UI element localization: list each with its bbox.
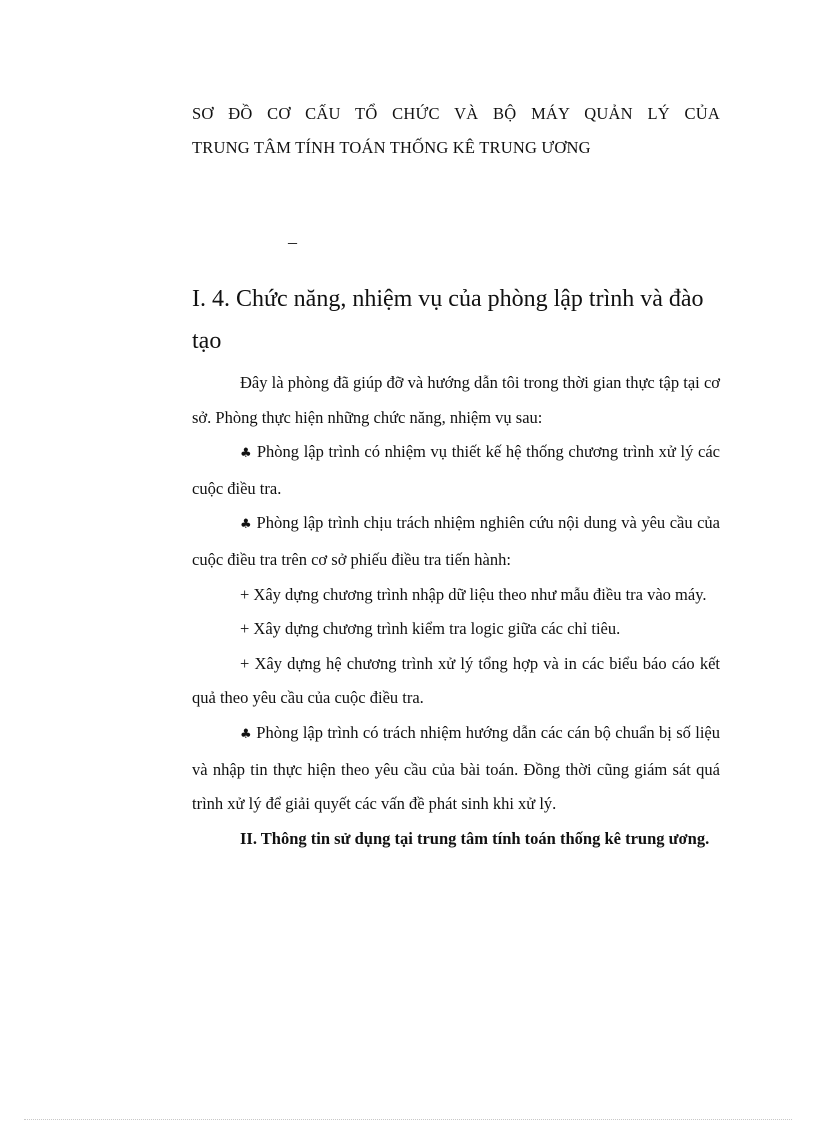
body-text — [192, 366, 720, 856]
section-title: I. 4. Chức năng, nhiệm vụ của phòng lập trình và đào tạo — [192, 286, 704, 354]
heading-line-2: TRUNG TÂM TÍNH TOÁN THỐNG KÊ TRUNG ƯƠNG — [192, 138, 591, 157]
section-heading-ii: II. Thông tin sử dụng tại trung tâm tính toán thống kê trung ương. — [240, 828, 710, 848]
paragraph-task-input: + Xây dựng chương trình nhập dữ liệu theo như mẫu điều tra vào máy. — [240, 584, 707, 604]
page-bottom-divider — [24, 1119, 792, 1120]
paragraph-task-logic: + Xây dựng chương trình kiểm tra logic giữa các chỉ tiêu. — [240, 619, 621, 639]
club-bullet-icon: ♣ — [240, 446, 253, 462]
paragraph-intro: Đây là phòng đã giúp đỡ và hướng dẫn tôi trong thời gian thực tập tại cơ sở. Phòng thực hiện những chức năng, nhiệm vụ sau: — [192, 373, 720, 427]
paragraph-duty-guidance — [192, 716, 720, 822]
heading-line-1: SƠ ĐỒ CƠ CẤU TỔ CHỨC VÀ BỘ MÁY QUẢN LÝ CỦA — [192, 104, 720, 123]
paragraph-duty-design-text: Phòng lập trình có nhiệm vụ thiết kế hệ thống chương trình xử lý các cuộc điều tra. — [192, 442, 720, 498]
paragraph-duty-research-text: Phòng lập trình chịu trách nhiệm nghiên cứu nội dung và yêu cầu của cuộc điều tra trên cơ sở phiếu điều tra tiến hành: — [192, 513, 721, 569]
paragraph-task-report: + Xây dựng hệ chương trình xử lý tổng hợp và in các biểu báo cáo kết quả theo yêu cầu của cuộc điều tra. — [192, 653, 720, 708]
separator-dash: – — [288, 232, 297, 252]
paragraph-duty-design — [192, 435, 720, 506]
club-bullet-icon: ♣ — [240, 726, 252, 742]
document-heading — [192, 97, 720, 165]
paragraph-duty-research — [192, 506, 720, 577]
club-bullet-icon: ♣ — [240, 517, 253, 533]
paragraph-duty-guidance-text: Phòng lập trình có trách nhiệm hướng dẫn các cán bộ chuẩn bị số liệu và nhập tin thực hiện theo yêu cầu của bài toán. Đồng thời cũng giám sát quá trình xử lý để giải quyết các vấn đề phát sinh khi xử lý. — [192, 722, 720, 814]
